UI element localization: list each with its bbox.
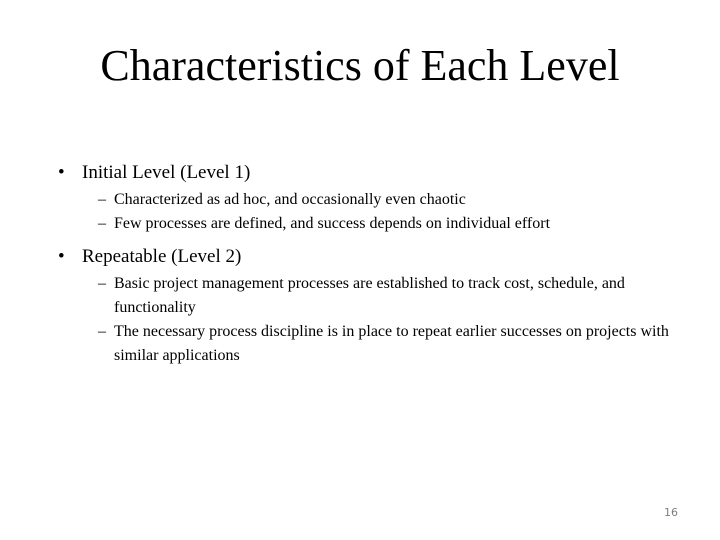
sub-bullet-item xyxy=(98,320,678,368)
slide-title: Characteristics of Each Level xyxy=(100,41,620,90)
dash-icon: – xyxy=(98,191,106,208)
page-number: 16 xyxy=(664,506,678,519)
dash-icon: – xyxy=(98,323,106,340)
bullet-item xyxy=(58,244,678,270)
sub-bullet-text: The necessary process discipline is in place to repeat earlier successes on projects with similar applications xyxy=(114,323,669,364)
dash-icon: – xyxy=(98,215,106,232)
sub-bullet-item xyxy=(98,188,678,212)
dash-icon: – xyxy=(98,275,106,292)
bullet-icon: • xyxy=(58,162,65,183)
sub-bullet-list xyxy=(98,188,678,236)
bullet-list xyxy=(58,160,678,368)
bullet-icon: • xyxy=(58,246,65,267)
sub-bullet-text: Characterized as ad hoc, and occasionally even chaotic xyxy=(114,191,466,208)
bullet-item xyxy=(58,160,678,186)
bullet-group-level-1 xyxy=(58,160,678,236)
bullet-label: Initial Level (Level 1) xyxy=(82,162,251,183)
sub-bullet-list xyxy=(98,272,678,368)
sub-bullet-item xyxy=(98,272,678,320)
bullet-label: Repeatable (Level 2) xyxy=(82,246,242,267)
sub-bullet-item xyxy=(98,212,678,236)
sub-bullet-text: Few processes are defined, and success depends on individual effort xyxy=(114,215,551,232)
sub-bullet-text: Basic project management processes are established to track cost, schedule, and functionality xyxy=(114,275,625,316)
bullet-group-level-2 xyxy=(58,244,678,368)
